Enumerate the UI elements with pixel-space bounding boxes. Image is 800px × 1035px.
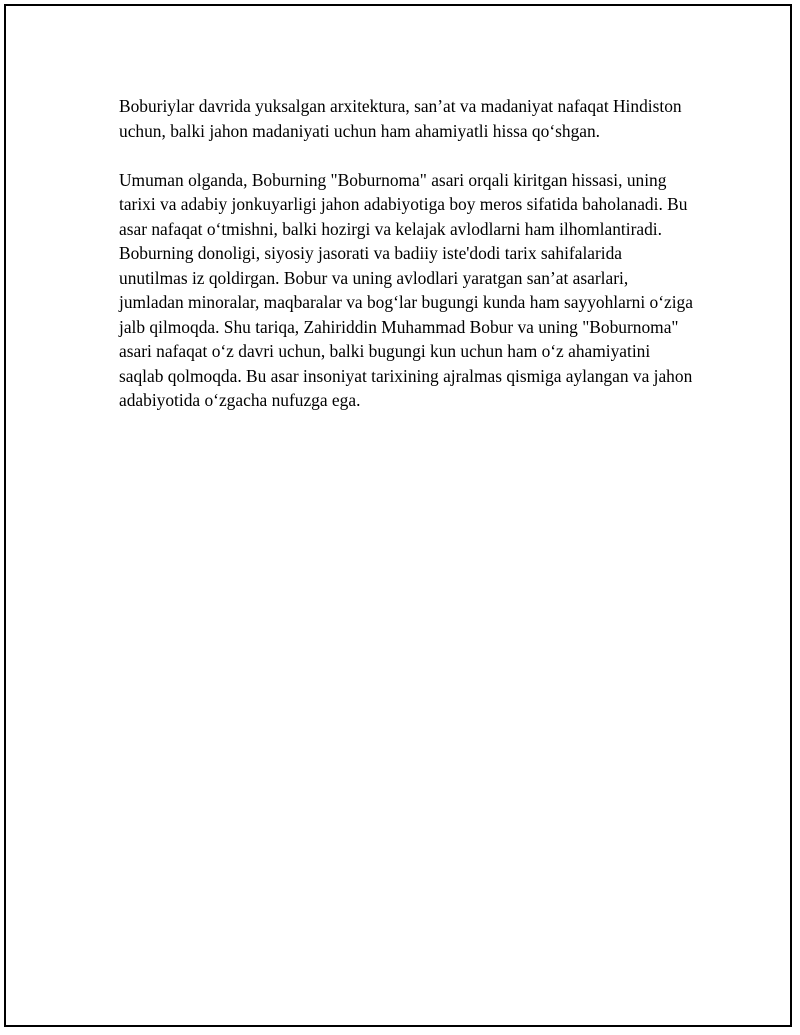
document-body [119, 94, 693, 437]
document-page [4, 4, 792, 1027]
paragraph: Boburiylar davrida yuksalgan arxitektura, san’at va madaniyat nafaqat Hindiston uchun, balki jahon madaniyati uchun ham ahamiyatli hissa qo‘shgan. [119, 96, 682, 141]
paragraph: Umuman olganda, Boburning "Boburnoma" asari orqali kiritgan hissasi, uning tarixi va adabiy jonkuyarligi jahon adabiyotiga boy meros sifatida baholanadi. Bu asar nafaqat o‘tmishni, balki hozirgi va kelajak avlodlarni ham ilhomlantiradi. Boburning donoligi, siyosiy jasorati va badiiy iste'dodi tarix sahifalarida unutilmas iz qoldirgan. Bobur va uning avlodlari yaratgan san’at asarlari, jumladan minoralar, maqbaralar va bog‘lar bugungi kunda ham sayyohlarni o‘ziga jalb qilmoqda. Shu tariqa, Zahiriddin Muhammad Bobur va uning "Boburnoma" asari nafaqat o‘z davri uchun, balki bugungi kun uchun ham o‘z ahamiyatini saqlab qolmoqda. Bu asar insoniyat tarixining ajralmas qismiga aylangan va jahon adabiyotida o‘zgacha nufuzga ega. [119, 169, 693, 410]
